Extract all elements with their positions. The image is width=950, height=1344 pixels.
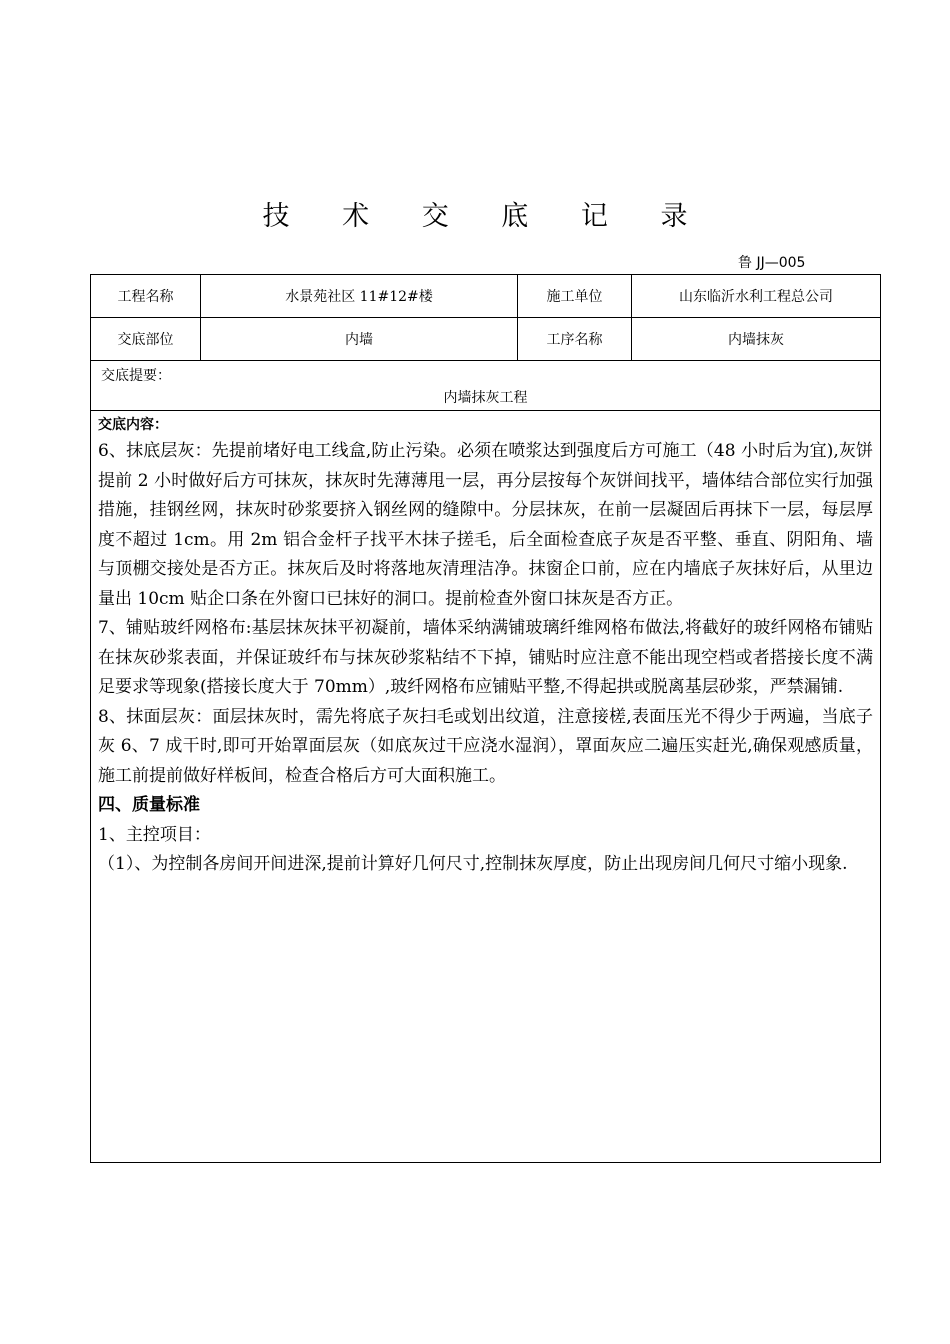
location-value: 内墙 (201, 318, 518, 360)
sub-heading: 1、主控项目： (98, 824, 211, 845)
project-name-value: 水景苑社区 11#12#楼 (201, 275, 518, 317)
record-table (90, 274, 881, 1163)
process-value: 内墙抹灰 (728, 332, 784, 348)
process-label: 工序名称 (518, 318, 632, 360)
contractor-label: 施工单位 (518, 275, 632, 317)
document-code: 鲁 JJ—005 (738, 255, 806, 271)
table-row (91, 318, 880, 361)
section-heading: 四、质量标准 (98, 795, 200, 815)
document-title: 技 术 交 底 记 录 (262, 201, 710, 232)
content-section (98, 413, 873, 880)
project-name-label: 工程名称 (91, 275, 201, 317)
sub-item: （1）、为控制各房间开间进深,提前计算好几何尺寸,控制抹灰厚度，防止出现房间几何尺寸缩小现象. (98, 854, 848, 874)
table-row (91, 275, 880, 318)
summary-row (91, 361, 880, 411)
content-label: 交底内容： (98, 417, 168, 433)
content-item: 6、抹底层灰：先提前堵好电工线盒,防止污染。必须在喷浆达到强度后方可施工（48 小时后为宜),灰饼提前 2 小时做好后方可抹灰，抹灰时先薄薄甩一层，再分层按每个灰饼间找平，墙体结合部位实行加强措施，挂钢丝网，抹灰时砂浆要挤入钢丝网的缝隙中。分层抹灰，在前一层凝固后再抹下一层，每层厚度不超过 1cm。用 2m 铝合金杆子找平木抹子搓毛，后全面检查底子灰是否平整、垂直、阴阳角、墙与顶棚交接处是否方正。抹灰后及时将落地灰清理洁净。抹窗企口前，应在内墙底子灰抹好后，从里边量出 10cm 贴企口条在外窗口已抹好的洞口。提前检查外窗口抹灰是否方正。 (98, 441, 873, 609)
summary-label: 交底提要： (101, 368, 171, 384)
content-item: 8、抹面层灰：面层抹灰时，需先将底子灰扫毛或划出纹道，注意接槎,表面压光不得少于两遍，当底子灰 6、7 成干时,即可开始罩面层灰（如底灰过干应浇水湿润），罩面灰应二遍压实赶光,确保观感质量，施工前提前做好样板间，检查合格后方可大面积施工。 (98, 706, 873, 786)
contractor-value: 山东临沂水利工程总公司 (679, 289, 833, 305)
summary-value: 内墙抹灰工程 (443, 390, 528, 406)
content-item: 7、铺贴玻纤网格布:基层抹灰抹平初凝前，墙体采纳满铺玻璃纤维网格布做法,将截好的玻纤网格布铺贴在抹灰砂浆表面，并保证玻纤布与抹灰砂浆粘结不下掉，铺贴时应注意不能出现空档或者搭接长度不满足要求等现象(搭接长度大于 70mm）,玻纤网格布应铺贴平整,不得起拱或脱离基层砂浆，严禁漏铺. (98, 618, 873, 697)
location-label: 交底部位 (91, 318, 201, 360)
